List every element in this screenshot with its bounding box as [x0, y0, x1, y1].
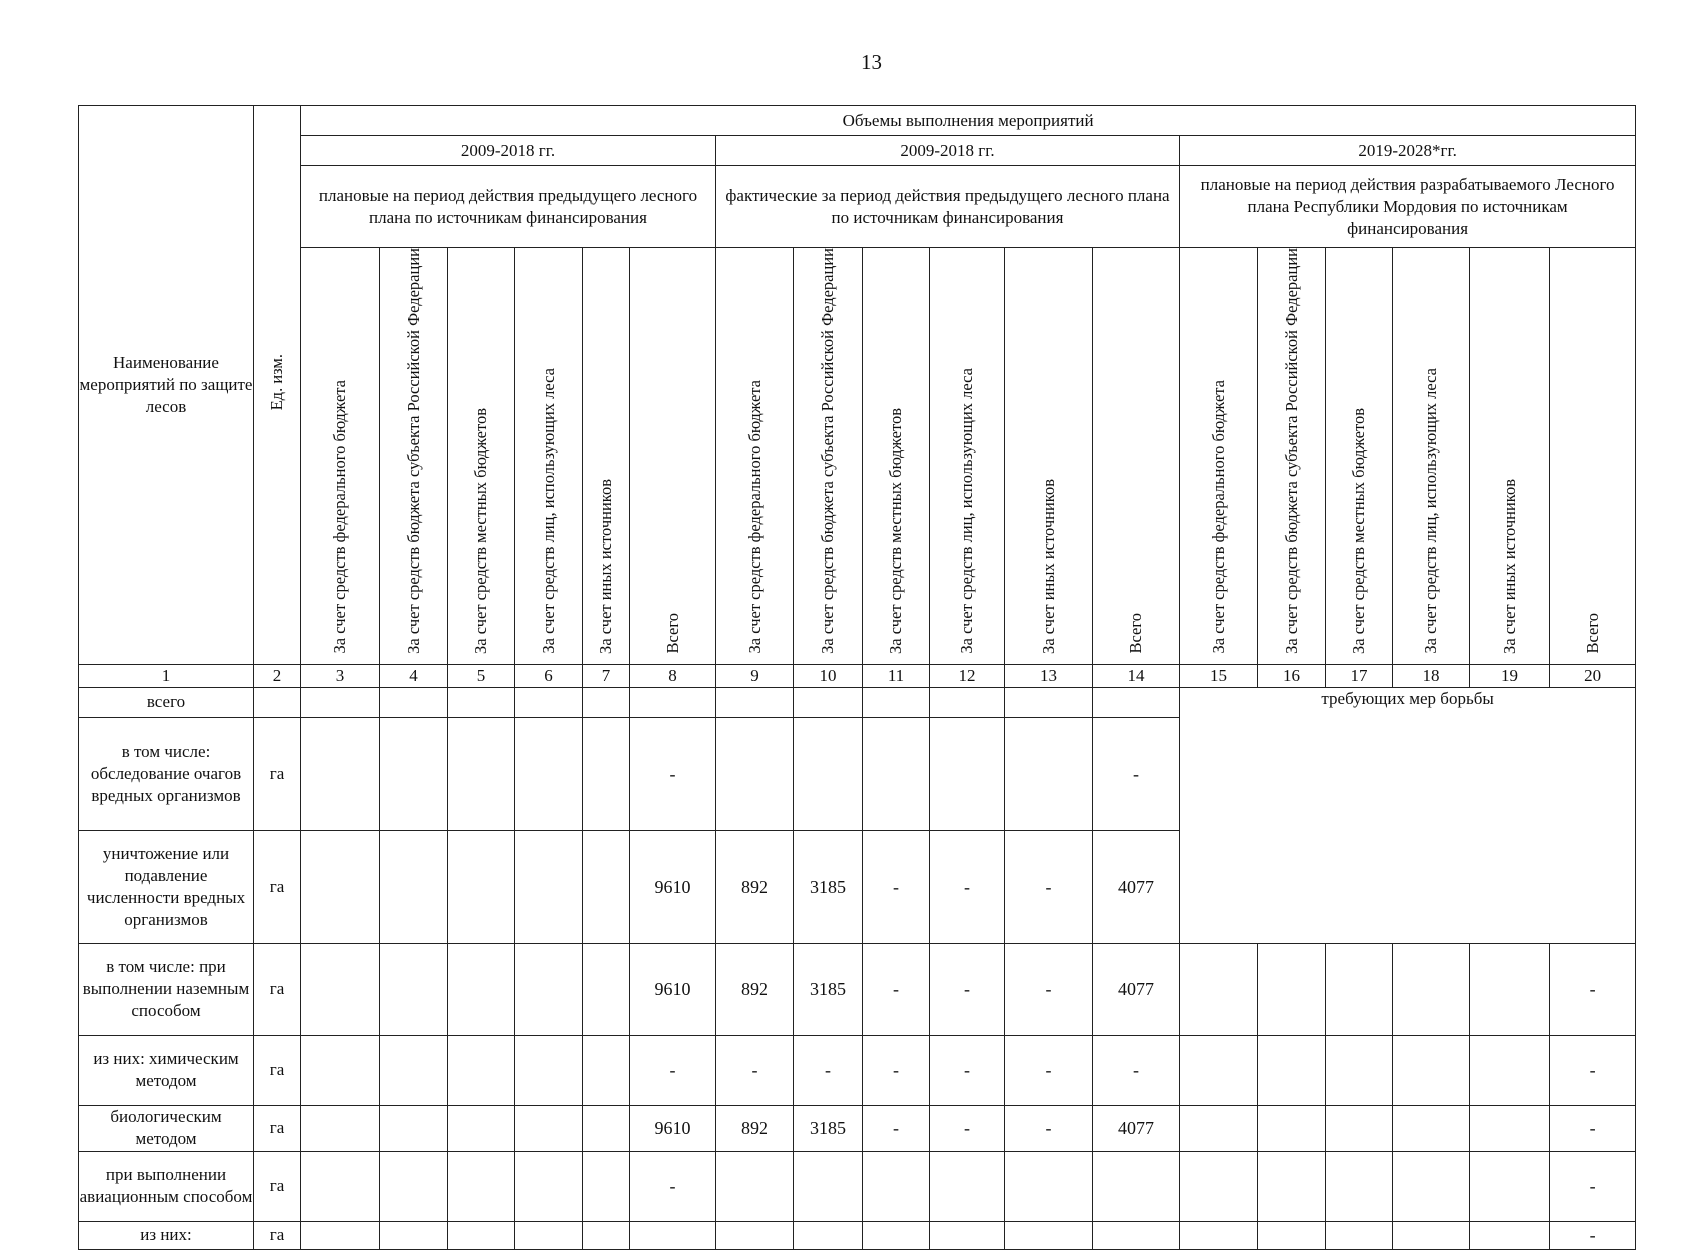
table-cell [1470, 943, 1550, 1035]
table-cell [1005, 687, 1093, 717]
header-unit: Ед. изм. [254, 106, 301, 665]
table-cell [1393, 1221, 1470, 1249]
table-cell: - [1093, 1035, 1180, 1105]
table-cell [448, 1035, 515, 1105]
source-header-planned-new-6: Всего [1550, 248, 1636, 665]
table-cell [583, 717, 630, 830]
table-cell: - [1093, 717, 1180, 830]
table-cell: - [1550, 943, 1636, 1035]
table-cell: - [863, 1035, 930, 1105]
table-cell [716, 1221, 794, 1249]
table-cell [1180, 1151, 1258, 1221]
table-cell [583, 1035, 630, 1105]
group-period-planned-prev: 2009-2018 гг. [301, 136, 716, 166]
table-cell: - [630, 717, 716, 830]
table-cell [1258, 1221, 1326, 1249]
table-cell [448, 687, 515, 717]
row-name: из них: [79, 1221, 254, 1249]
row-unit: га [254, 1151, 301, 1221]
source-header-planned-new-5: За счет иных источников [1470, 248, 1550, 665]
column-number-10: 10 [794, 664, 863, 687]
table-cell [448, 1105, 515, 1151]
source-header-actual-prev-4: За счет средств лиц, использующих леса [930, 248, 1005, 665]
table-cell [515, 687, 583, 717]
table-cell [863, 1221, 930, 1249]
table-cell [930, 687, 1005, 717]
table-cell [1180, 1035, 1258, 1105]
table-cell: - [716, 1035, 794, 1105]
table-cell [380, 943, 448, 1035]
source-header-actual-prev-3: За счет средств местных бюджетов [863, 248, 930, 665]
column-number-1: 1 [79, 664, 254, 687]
table-cell [380, 1035, 448, 1105]
table-cell: - [863, 1105, 930, 1151]
table-cell [301, 687, 380, 717]
table-cell: - [1550, 1105, 1636, 1151]
column-number-16: 16 [1258, 664, 1326, 687]
table-cell [380, 687, 448, 717]
table-cell: 892 [716, 943, 794, 1035]
group-period-actual-prev: 2009-2018 гг. [716, 136, 1180, 166]
table-cell [448, 717, 515, 830]
table-cell: - [1005, 830, 1093, 943]
row-unit: га [254, 1035, 301, 1105]
column-number-19: 19 [1470, 664, 1550, 687]
page-number: 13 [861, 50, 882, 74]
row-name: уничтожение или подавление численности вредных организмов [79, 830, 254, 943]
source-header-planned-prev-2: За счет средств бюджета субъекта Российской Федерации [380, 248, 448, 665]
table-cell [301, 717, 380, 830]
table-cell [1470, 1151, 1550, 1221]
table-cell [1470, 1105, 1550, 1151]
table-cell: 892 [716, 830, 794, 943]
table-cell [515, 830, 583, 943]
row-name: в том числе: обследование очагов вредных организмов [79, 717, 254, 830]
table-cell [448, 943, 515, 1035]
table-cell [1326, 943, 1393, 1035]
table-cell [1393, 1035, 1470, 1105]
header-volumes: Объемы выполнения мероприятий [301, 106, 1636, 136]
table-cell [1393, 943, 1470, 1035]
table-cell: - [630, 1151, 716, 1221]
table-cell [448, 830, 515, 943]
group-desc-planned-new: плановые на период действия разрабатываемого Лесного плана Республики Мордовия по источникам финансирования [1180, 166, 1636, 248]
table-cell [583, 830, 630, 943]
table-cell [1258, 943, 1326, 1035]
table-cell [1005, 1151, 1093, 1221]
column-number-6: 6 [515, 664, 583, 687]
row-name: из них: химическим методом [79, 1035, 254, 1105]
table-cell [1326, 1105, 1393, 1151]
row-unit: га [254, 943, 301, 1035]
table-cell [1258, 1105, 1326, 1151]
table-cell: 3185 [794, 830, 863, 943]
table-cell: - [930, 943, 1005, 1035]
header-name: Наименование мероприятий по защите лесов [79, 106, 254, 665]
table-cell: - [930, 1105, 1005, 1151]
table-cell [930, 1221, 1005, 1249]
table-cell [794, 1151, 863, 1221]
table-cell: - [863, 943, 930, 1035]
table-cell: - [1550, 1035, 1636, 1105]
table-cell [301, 943, 380, 1035]
column-number-17: 17 [1326, 664, 1393, 687]
table-cell [1326, 1035, 1393, 1105]
table-cell [583, 1105, 630, 1151]
table-cell [515, 1035, 583, 1105]
table-cell: 3185 [794, 943, 863, 1035]
table-cell [794, 717, 863, 830]
table-cell [1258, 1151, 1326, 1221]
source-header-actual-prev-6: Всего [1093, 248, 1180, 665]
source-header-planned-prev-6: Всего [630, 248, 716, 665]
table-cell [630, 1221, 716, 1249]
table-cell [1093, 687, 1180, 717]
row-unit [254, 687, 301, 717]
table-cell: - [1005, 943, 1093, 1035]
column-number-14: 14 [1093, 664, 1180, 687]
table-cell: 3185 [794, 1105, 863, 1151]
source-header-planned-new-2: За счет средств бюджета субъекта Российской Федерации [1258, 248, 1326, 665]
table-cell [380, 830, 448, 943]
group-desc-actual-prev: фактические за период действия предыдущего лесного плана по источникам финансирования [716, 166, 1180, 248]
column-number-12: 12 [930, 664, 1005, 687]
table-cell: - [863, 830, 930, 943]
table-cell [301, 830, 380, 943]
table-cell [1393, 1105, 1470, 1151]
table-cell [515, 1221, 583, 1249]
table-cell: 892 [716, 1105, 794, 1151]
table-cell [1180, 1105, 1258, 1151]
row-unit: га [254, 717, 301, 830]
row-unit: га [254, 1221, 301, 1249]
source-header-actual-prev-2: За счет средств бюджета субъекта Российской Федерации [794, 248, 863, 665]
table-cell: 9610 [630, 943, 716, 1035]
forest-protection-table [78, 105, 1636, 1250]
table-cell [1005, 717, 1093, 830]
table-cell: 4077 [1093, 1105, 1180, 1151]
column-number-4: 4 [380, 664, 448, 687]
table-cell [1258, 1035, 1326, 1105]
table-cell: 9610 [630, 1105, 716, 1151]
row-unit: га [254, 830, 301, 943]
table-cell [1180, 943, 1258, 1035]
table-cell: - [1005, 1035, 1093, 1105]
table-cell [716, 717, 794, 830]
column-number-8: 8 [630, 664, 716, 687]
table-cell [583, 1221, 630, 1249]
column-number-13: 13 [1005, 664, 1093, 687]
table-cell [583, 687, 630, 717]
source-header-planned-new-3: За счет средств местных бюджетов [1326, 248, 1393, 665]
table-cell [1093, 1221, 1180, 1249]
table-cell [301, 1221, 380, 1249]
column-number-11: 11 [863, 664, 930, 687]
table-cell [448, 1151, 515, 1221]
table-cell [716, 1151, 794, 1221]
table-cell [380, 1221, 448, 1249]
group-desc-planned-prev: плановые на период действия предыдущего лесного плана по источникам финансирования [301, 166, 716, 248]
source-header-planned-new-1: За счет средств федерального бюджета [1180, 248, 1258, 665]
source-header-planned-prev-3: За счет средств местных бюджетов [448, 248, 515, 665]
table-cell [515, 1151, 583, 1221]
column-number-7: 7 [583, 664, 630, 687]
table-cell [630, 687, 716, 717]
table-cell: 9610 [630, 830, 716, 943]
table-cell [863, 1151, 930, 1221]
table-cell [863, 717, 930, 830]
table-cell [301, 1151, 380, 1221]
table-cell: - [930, 1035, 1005, 1105]
table-cell [515, 717, 583, 830]
table-cell [1393, 1151, 1470, 1221]
table-cell [301, 1035, 380, 1105]
row-name: всего [79, 687, 254, 717]
row-name: в том числе: при выполнении наземным способом [79, 943, 254, 1035]
table-cell [863, 687, 930, 717]
table-cell: - [930, 830, 1005, 943]
source-header-planned-prev-1: За счет средств федерального бюджета [301, 248, 380, 665]
table-cell [515, 943, 583, 1035]
table-cell [1470, 1221, 1550, 1249]
column-number-5: 5 [448, 664, 515, 687]
table-cell [930, 717, 1005, 830]
table-cell: - [1005, 1105, 1093, 1151]
table-cell [583, 1151, 630, 1221]
row-unit: га [254, 1105, 301, 1151]
column-number-9: 9 [716, 664, 794, 687]
table-cell [1180, 1221, 1258, 1249]
table-cell [380, 717, 448, 830]
table-cell: - [1550, 1221, 1636, 1249]
table-cell [1005, 1221, 1093, 1249]
table-cell [380, 1105, 448, 1151]
merged-note: требующих мер борьбы [1180, 687, 1636, 943]
table-cell [583, 943, 630, 1035]
table-cell [716, 687, 794, 717]
column-number-15: 15 [1180, 664, 1258, 687]
table-cell [794, 1221, 863, 1249]
table-cell [1093, 1151, 1180, 1221]
row-name: при выполнении авиационным способом [79, 1151, 254, 1221]
table-cell: 4077 [1093, 830, 1180, 943]
table-cell [794, 687, 863, 717]
table-cell: - [630, 1035, 716, 1105]
table-cell: - [794, 1035, 863, 1105]
table-cell: 4077 [1093, 943, 1180, 1035]
table-cell [1326, 1151, 1393, 1221]
group-period-planned-new: 2019-2028*гг. [1180, 136, 1636, 166]
column-number-18: 18 [1393, 664, 1470, 687]
source-header-planned-prev-4: За счет средств лиц, использующих леса [515, 248, 583, 665]
table-cell: - [1550, 1151, 1636, 1221]
table-cell [448, 1221, 515, 1249]
column-number-3: 3 [301, 664, 380, 687]
table-cell [515, 1105, 583, 1151]
column-number-20: 20 [1550, 664, 1636, 687]
table-cell [380, 1151, 448, 1221]
source-header-planned-prev-5: За счет иных источников [583, 248, 630, 665]
source-header-actual-prev-1: За счет средств федерального бюджета [716, 248, 794, 665]
table-cell [930, 1151, 1005, 1221]
column-number-2: 2 [254, 664, 301, 687]
source-header-planned-new-4: За счет средств лиц, использующих леса [1393, 248, 1470, 665]
table-cell [1326, 1221, 1393, 1249]
row-name: биологическим методом [79, 1105, 254, 1151]
table-cell [1470, 1035, 1550, 1105]
table-cell [301, 1105, 380, 1151]
source-header-actual-prev-5: За счет иных источников [1005, 248, 1093, 665]
